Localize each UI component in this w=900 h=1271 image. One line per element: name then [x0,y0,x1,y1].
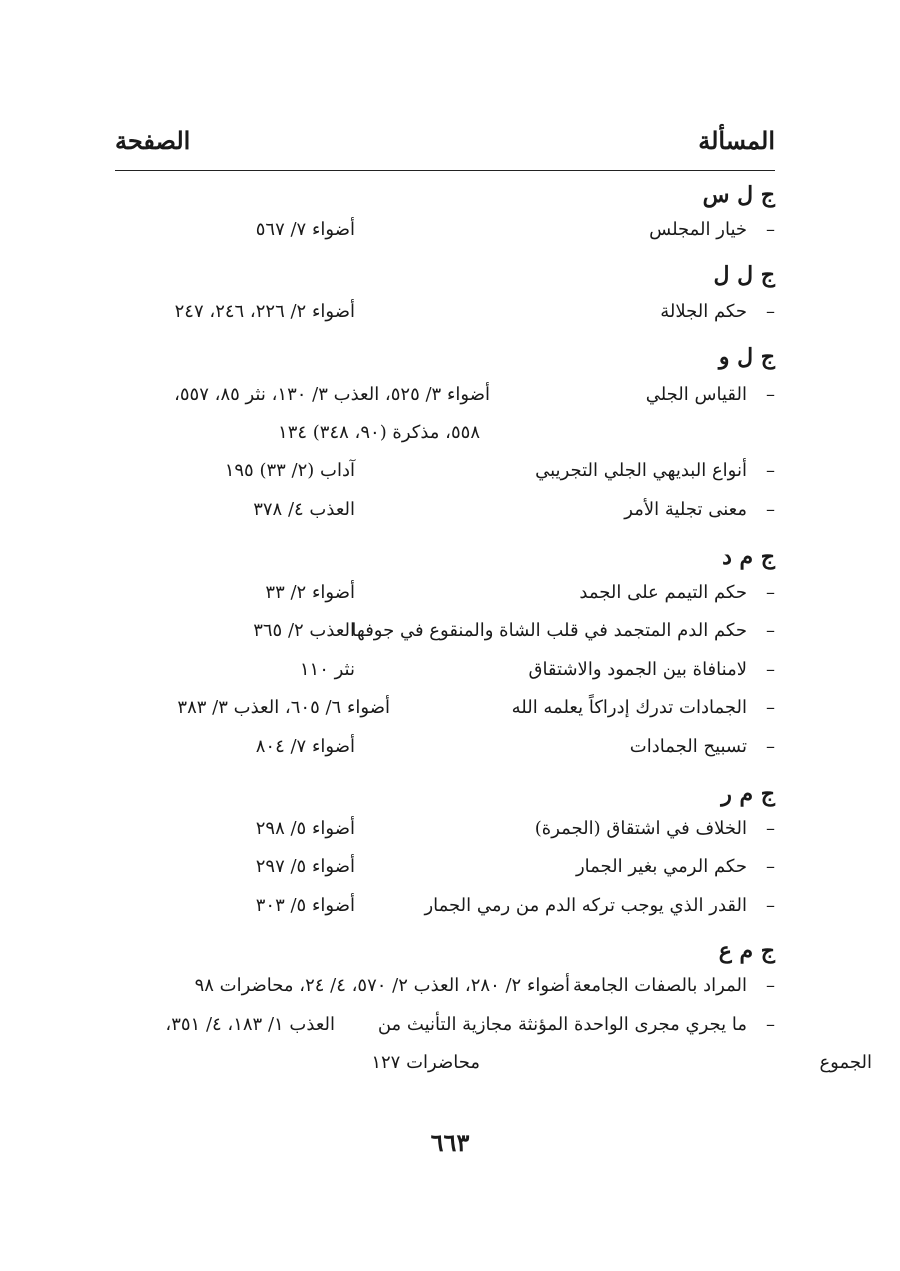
root-heading: ج م ع [718,938,775,964]
entry-term: حكم الجلالة [660,301,747,322]
entry-term: حكم الدم المتجمد في قلب الشاة والمنقوع في جوفها [351,620,747,641]
entry-dash: – [766,582,775,603]
entry-dash: – [766,697,775,718]
index-entry [115,975,775,1011]
entry-dash: – [766,384,775,405]
entry-reference-continued: محاضرات ١٢٧ [371,1052,480,1073]
entry-dash: – [766,301,775,322]
entry-dash: – [766,460,775,481]
page-number: ٦٦٣ [430,1128,470,1157]
entry-reference: نثر ١١٠ [299,659,355,680]
root-heading: ج ل ل [713,262,775,288]
entry-reference: أضواء ٦/ ٦٠٥، العذب ٣/ ٣٨٣ [177,697,390,718]
index-entry [115,620,775,656]
entry-term: حكم الرمي بغير الجمار [575,856,747,877]
entry-term: الخلاف في اشتقاق (الجمرة) [534,818,747,839]
entry-dash: – [766,620,775,641]
entry-dash: – [766,659,775,680]
entry-reference: أضواء ٥/ ٢٩٨ [255,818,355,839]
header-rule [115,170,775,171]
index-entry [115,856,775,892]
root-heading: ج م ر [721,781,775,807]
index-entry [115,736,775,772]
entry-reference: العذب ٢/ ٣٦٥ [253,620,355,641]
page-column-heading: الصفحة [115,126,191,155]
index-entry [115,895,775,931]
entry-term: لامنافاة بين الجمود والاشتقاق [528,659,747,680]
entry-term: المراد بالصفات الجامعة [573,975,747,996]
entry-reference: أضواء ٧/ ٥٦٧ [255,219,355,240]
root-heading: ج ل س [702,182,775,208]
index-entry [115,460,775,496]
entry-dash: – [766,736,775,757]
entry-reference: أضواء ٧/ ٨٠٤ [255,736,355,757]
entry-dash: – [766,818,775,839]
entry-dash: – [766,895,775,916]
entry-reference: أضواء ٢/ ٢٢٦، ٢٤٦، ٢٤٧ [174,301,355,322]
entry-dash: – [766,219,775,240]
index-header [115,120,775,170]
entry-reference: آداب (٢/ ٣٣) ١٩٥ [224,460,355,481]
entry-term: حكم التيمم على الجمد [579,582,747,603]
entry-reference-continued: ٥٥٨، مذكرة (٩٠، ٣٤٨) ١٣٤ [278,422,480,443]
index-entry [115,1014,775,1050]
entry-term: معنى تجلية الأمر [624,499,747,520]
entry-dash: – [766,499,775,520]
entry-reference: أضواء ٥/ ٣٠٣ [255,895,355,916]
root-heading: ج م د [722,544,775,570]
entry-reference: أضواء ٣/ ٥٢٥، العذب ٣/ ١٣٠، نثر ٨٥، ٥٥٧، [174,384,490,405]
entry-reference: أضواء ٢/ ٢٨٠، العذب ٢/ ٥٧٠، ٤/ ٢٤، محاضرات ٩٨ [194,975,570,996]
entry-term: الجمادات تدرك إدراكاً يعلمه الله [511,697,747,718]
entry-term-continued: الجموع [819,1052,872,1073]
index-entry [115,499,775,535]
index-entry [115,582,775,618]
index-entry [115,697,775,733]
index-entry [115,384,775,420]
entry-term: خيار المجلس [649,219,747,240]
entry-term: ما يجري مجرى الواحدة المؤنثة مجازية التأنيث من [377,1014,747,1035]
entry-reference: أضواء ٥/ ٢٩٧ [255,856,355,877]
index-entry [115,818,775,854]
index-entry [115,219,775,255]
entry-dash: – [766,856,775,877]
entry-reference: العذب ١/ ١٨٣، ٤/ ٣٥١، [165,1014,335,1035]
entry-term: أنواع البديهي الجلي التجريبي [535,460,747,481]
entry-term: تسبيح الجمادات [629,736,747,757]
issue-column-heading: المسألة [698,126,775,155]
index-entry [115,659,775,695]
entry-term: القدر الذي يوجب تركه الدم من رمي الجمار [424,895,747,916]
index-entry [115,301,775,337]
entry-reference: العذب ٤/ ٣٧٨ [253,499,355,520]
entry-dash: – [766,1014,775,1035]
root-heading: ج ل و [718,344,775,370]
entry-dash: – [766,975,775,996]
entry-reference: أضواء ٢/ ٣٣ [265,582,355,603]
entry-term: القياس الجلي [645,384,747,405]
